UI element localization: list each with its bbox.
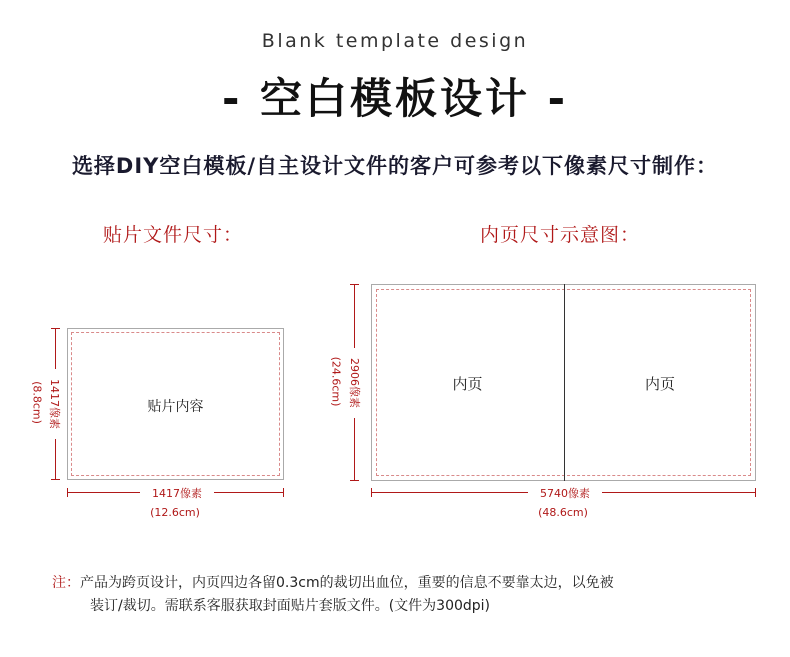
sticker-heading: 贴片文件尺寸： [103, 224, 244, 246]
sticker-content-label: 贴片内容 [147, 399, 204, 415]
inner-height-tick-bottom [350, 480, 359, 481]
sticker-width-tick-right [283, 488, 284, 497]
inner-height-cm: (24.6cm) [329, 356, 343, 407]
inner-height-tick-top [350, 284, 359, 285]
page-title: - 空白模板设计 - [221, 74, 569, 123]
note-line-1: 产品为跨页设计，内页四边各留0.3cm的裁切出血位，重要的信息不要靠太边，以免被 [80, 575, 614, 591]
sticker-height-tick-top [51, 328, 60, 329]
note [52, 572, 752, 618]
note-mark: 注： [52, 575, 80, 591]
intro-text: 选择DIY空白模板/自主设计文件的客户可参考以下像素尺寸制作： [71, 154, 719, 178]
inner-page-left-label: 内页 [452, 375, 483, 393]
sticker-height-tick-bottom [51, 479, 60, 480]
inner-width-tick-right [755, 488, 756, 497]
inner-page-right-label: 内页 [644, 375, 675, 393]
sticker-height-px: 1417像素 [47, 369, 63, 439]
sticker-width-px: 1417像素 [140, 485, 214, 501]
inner-page-heading: 内页尺寸示意图： [480, 224, 641, 246]
inner-height-px: 2906像素 [347, 348, 363, 418]
note-line-2: 装订/裁切。需联系客服获取封面贴片套版文件。(文件为300dpi) [90, 598, 491, 614]
sticker-width-tick-left [67, 488, 68, 497]
inner-width-tick-left [371, 488, 372, 497]
inner-width-cm: (48.6cm) [538, 506, 588, 519]
sticker-width-cm: (12.6cm) [150, 506, 200, 519]
sticker-height-cm: (8.8cm) [30, 381, 44, 424]
subtitle: Blank template design [261, 30, 529, 52]
inner-width-px: 5740像素 [528, 485, 602, 501]
